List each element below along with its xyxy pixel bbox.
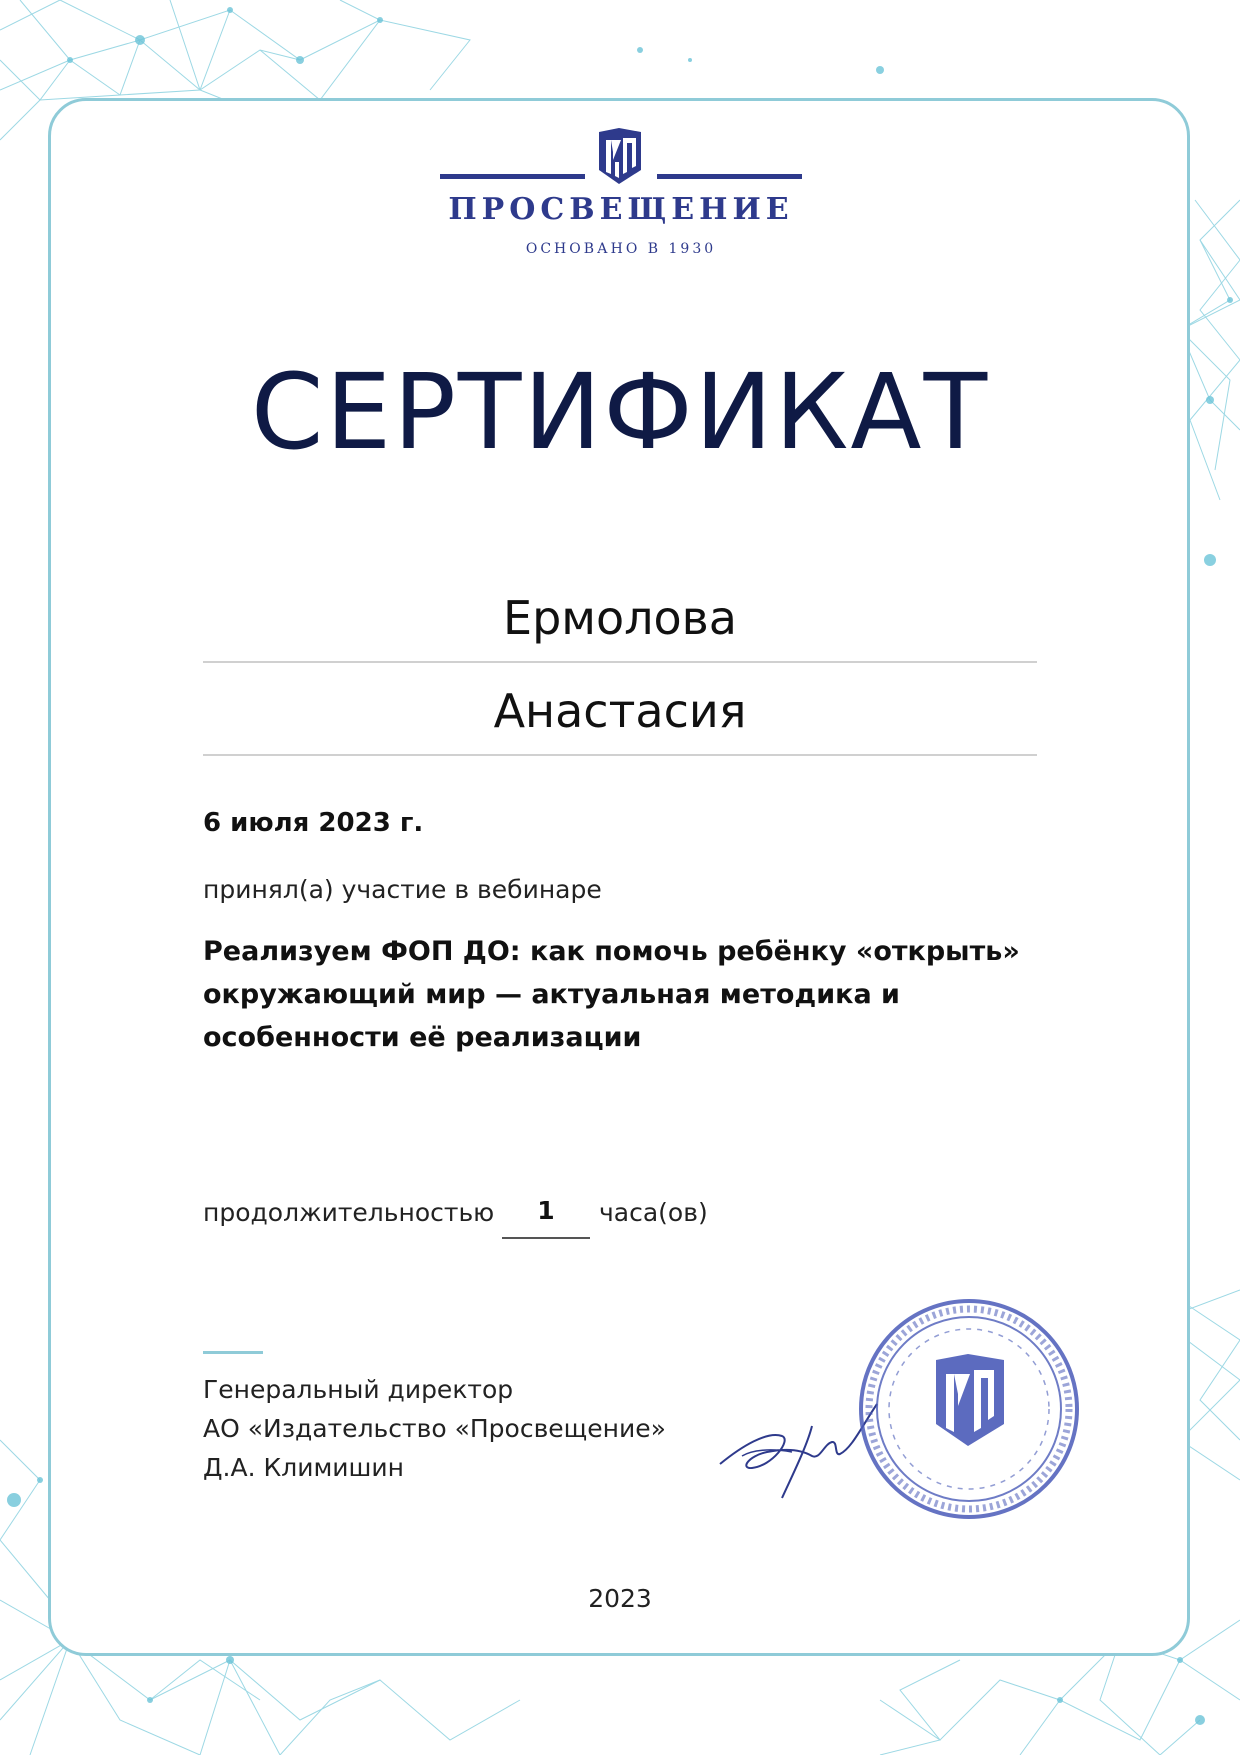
company-seal-icon [856, 1296, 1082, 1522]
logo-rule-left [440, 174, 585, 179]
webinar-title-line: окружающий мир — актуальная методика и [203, 979, 900, 1010]
duration-label: продолжительностью [203, 1198, 495, 1227]
webinar-title-line: особенности её реализации [203, 1022, 642, 1053]
accent-bar [203, 1351, 263, 1354]
logo-rule-right [657, 174, 802, 179]
webinar-title-line: Реализуем ФОП ДО: как помочь ребёнку «открыть» [203, 936, 1020, 967]
duration-unit: часа(ов) [599, 1198, 708, 1227]
recipient-last-name: Ермолова [503, 591, 737, 645]
webinar-title [203, 930, 1043, 1059]
publisher-name: ПРОСВЕЩЕНИЕ [448, 192, 794, 227]
publisher-logo [440, 126, 802, 266]
event-date: 6 июля 2023 г. [203, 808, 424, 838]
duration-value: 1 [537, 1196, 555, 1225]
certificate-year: 2023 [588, 1584, 652, 1613]
name-underline-1 [203, 661, 1037, 663]
publisher-founded: ОСНОВАНО В 1930 [525, 241, 717, 257]
signer-position: Генеральный директор [203, 1375, 514, 1404]
signer-name: Д.А. Климишин [203, 1453, 405, 1482]
participation-text: принял(а) участие в вебинаре [203, 875, 602, 904]
certificate-title: СЕРТИФИКАТ [250, 351, 990, 473]
duration-underline [502, 1237, 590, 1239]
signer-organization: АО «Издательство «Просвещение» [203, 1414, 666, 1443]
recipient-first-name: Анастасия [493, 684, 747, 738]
prosveshchenie-logo-icon [597, 126, 643, 186]
name-underline-2 [203, 754, 1037, 756]
